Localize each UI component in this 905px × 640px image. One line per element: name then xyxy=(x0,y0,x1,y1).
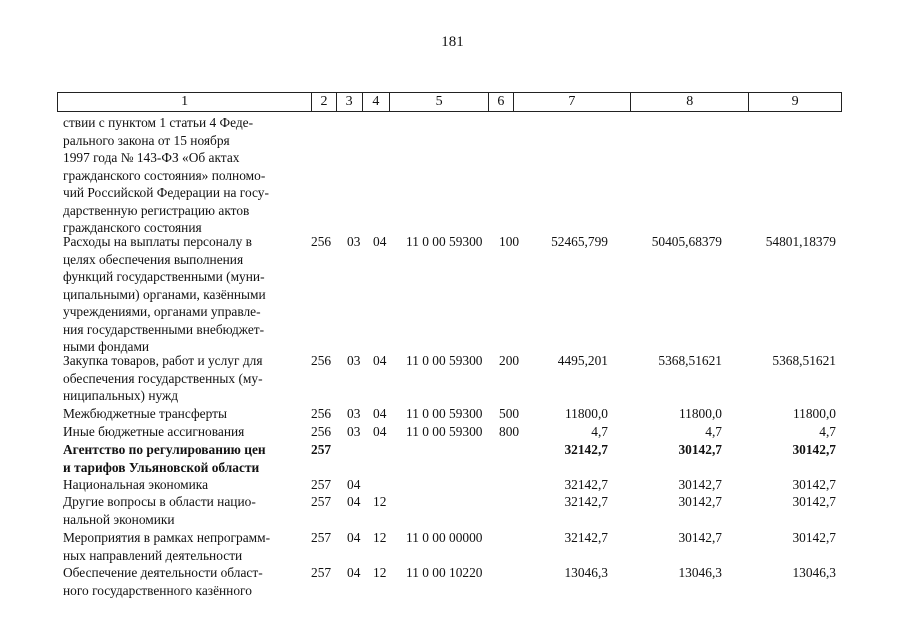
amount-col-8: 30142,7 xyxy=(678,530,722,545)
amount-col-9: 54801,18379 xyxy=(765,234,836,249)
description-line: гражданского состояния» полномо- xyxy=(63,167,266,183)
row-description xyxy=(63,476,301,494)
description-line: целях обеспечения выполнения xyxy=(63,251,244,267)
description-line: рального закона от 15 ноября xyxy=(63,132,230,148)
subsection-code: 12 xyxy=(373,494,387,509)
description-line: обеспечения государственных (му- xyxy=(63,370,263,386)
amount-col-7: 32142,7 xyxy=(564,530,608,545)
ministry-code: 257 xyxy=(311,494,332,509)
amount-col-8: 50405,68379 xyxy=(651,234,722,249)
amount-col-9: 11800,0 xyxy=(792,406,836,421)
amount-col-7: 52465,799 xyxy=(551,234,608,249)
column-header-4: 4 xyxy=(362,93,390,112)
amount-col-7: 13046,3 xyxy=(564,565,608,580)
section-code: 04 xyxy=(347,565,361,580)
page-number: 181 xyxy=(441,34,464,50)
description-line: Закупка товаров, работ и услуг для xyxy=(63,353,263,368)
target-article-code: 11 0 00 00000 xyxy=(406,530,483,545)
amount-col-9: 5368,51621 xyxy=(772,353,836,368)
amount-col-7: 32142,7 xyxy=(564,477,608,492)
amount-col-9: 30142,7 xyxy=(792,530,836,545)
amount-col-9: 13046,3 xyxy=(792,565,836,580)
description-line: чий Российской Федерации на госу- xyxy=(63,185,269,200)
section-code: 04 xyxy=(347,477,361,492)
subsection-code: 04 xyxy=(373,353,387,368)
row-description xyxy=(63,233,301,356)
description-line: и тарифов Ульяновской области xyxy=(63,459,260,475)
subsection-code: 04 xyxy=(373,234,387,249)
column-header-5: 5 xyxy=(390,93,489,112)
ministry-code: 257 xyxy=(311,477,332,492)
column-header-3: 3 xyxy=(336,93,362,112)
amount-col-7: 11800,0 xyxy=(564,406,608,421)
ministry-code: 256 xyxy=(311,424,332,439)
amount-col-8: 4,7 xyxy=(705,424,722,439)
column-header-2: 2 xyxy=(312,93,337,112)
row-description xyxy=(63,493,301,528)
subsection-code: 04 xyxy=(373,424,387,439)
section-code: 03 xyxy=(347,406,361,421)
expense-type-code: 500 xyxy=(499,406,520,421)
description-line: ствии с пунктом 1 статьи 4 Феде- xyxy=(63,115,254,130)
description-line: Мероприятия в рамках непрограмм- xyxy=(63,530,271,545)
description-line: ного государственного казённого xyxy=(63,582,252,598)
row-description xyxy=(63,352,301,405)
expense-type-code: 800 xyxy=(499,424,520,439)
row-description xyxy=(63,423,301,441)
column-header-7: 7 xyxy=(513,93,630,112)
target-article-code: 11 0 00 59300 xyxy=(406,353,483,368)
subsection-code: 12 xyxy=(373,530,387,545)
amount-col-7: 4,7 xyxy=(591,424,608,439)
row-description xyxy=(63,564,301,599)
description-line: Расходы на выплаты персоналу в xyxy=(63,234,252,249)
section-code: 03 xyxy=(347,424,361,439)
amount-col-9: 4,7 xyxy=(819,424,836,439)
column-header-table xyxy=(57,92,842,112)
target-article-code: 11 0 00 59300 xyxy=(406,424,483,439)
ministry-code: 256 xyxy=(311,353,332,368)
description-line: ными фондами xyxy=(63,339,150,354)
description-line: учреждениями, органами управле- xyxy=(63,304,261,319)
amount-col-9: 30142,7 xyxy=(792,477,836,492)
description-line: Иные бюджетные ассигнования xyxy=(63,424,245,439)
ministry-code: 257 xyxy=(311,442,332,457)
target-article-code: 11 0 00 59300 xyxy=(406,406,483,421)
target-article-code: 11 0 00 59300 xyxy=(406,234,483,249)
description-line: ципальными) органами, казёнными xyxy=(63,286,266,302)
amount-col-9: 30142,7 xyxy=(792,442,836,457)
expense-type-code: 100 xyxy=(499,234,520,249)
column-header-8: 8 xyxy=(631,93,749,112)
column-header-6: 6 xyxy=(489,93,514,112)
section-code: 04 xyxy=(347,530,361,545)
section-code: 04 xyxy=(347,494,361,509)
description-line: гражданского состояния xyxy=(63,220,202,235)
ministry-code: 257 xyxy=(311,565,332,580)
description-line: Агентство по регулированию цен xyxy=(63,442,266,457)
amount-col-9: 30142,7 xyxy=(792,494,836,509)
ministry-code: 256 xyxy=(311,406,332,421)
amount-col-7: 32142,7 xyxy=(564,442,608,457)
subsection-code: 12 xyxy=(373,565,387,580)
row-description xyxy=(63,405,301,423)
description-line: ниципальных) нужд xyxy=(63,388,179,403)
amount-col-8: 11800,0 xyxy=(678,406,722,421)
description-line: ния государственными внебюджет- xyxy=(63,321,265,337)
description-line: Межбюджетные трансферты xyxy=(63,406,227,421)
amount-col-8: 30142,7 xyxy=(678,494,722,509)
description-line: 1997 года № 143-ФЗ «Об актах xyxy=(63,150,240,165)
subsection-code: 04 xyxy=(373,406,387,421)
description-line: ных направлений деятельности xyxy=(63,547,243,563)
row-description xyxy=(63,529,301,564)
column-header-1: 1 xyxy=(58,93,312,112)
column-header-9: 9 xyxy=(749,93,842,112)
expense-type-code: 200 xyxy=(499,353,520,368)
amount-col-7: 4495,201 xyxy=(557,353,608,368)
section-code: 03 xyxy=(347,234,361,249)
ministry-code: 257 xyxy=(311,530,332,545)
amount-col-8: 30142,7 xyxy=(678,442,722,457)
section-code: 03 xyxy=(347,353,361,368)
description-line: Национальная экономика xyxy=(63,477,209,492)
description-line: нальной экономики xyxy=(63,511,175,527)
row-description xyxy=(63,441,301,476)
target-article-code: 11 0 00 10220 xyxy=(406,565,483,580)
amount-col-8: 5368,51621 xyxy=(658,353,722,368)
ministry-code: 256 xyxy=(311,234,332,249)
description-line: Обеспечение деятельности област- xyxy=(63,565,263,580)
description-line: дарственную регистрацию актов xyxy=(63,202,250,218)
amount-col-7: 32142,7 xyxy=(564,494,608,509)
description-line: функций государственными (муни- xyxy=(63,269,265,284)
amount-col-8: 13046,3 xyxy=(678,565,722,580)
amount-col-8: 30142,7 xyxy=(678,477,722,492)
row-description xyxy=(63,114,301,237)
description-line: Другие вопросы в области нацио- xyxy=(63,494,256,509)
